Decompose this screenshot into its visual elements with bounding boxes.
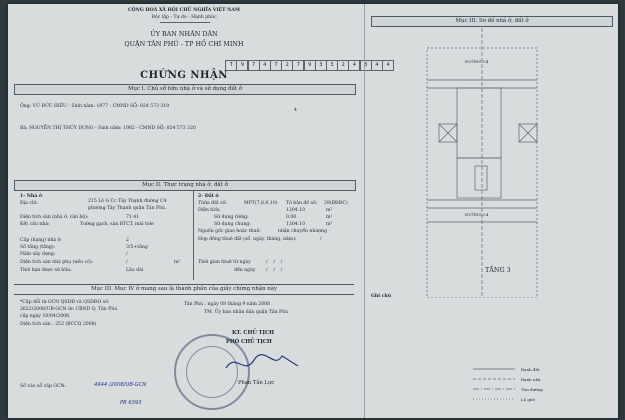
land-origin-label: Nguồn gốc giao hoặc thuê: [198,229,261,234]
land-private-label: Sử dụng riêng: [214,215,249,220]
signature-scribble [222,348,302,378]
house-grade-value: 2 [126,238,129,243]
land-private-unit: m² [326,215,333,220]
note-line-1: *Cấp đổi từ GCN QSDĐ và QSDĐO số: [20,300,110,305]
signature-title-1: KT. CHỦ TỊCH [232,330,274,336]
owner-1: Ông: VŨ ĐỨC HIẾU - Sinh năm: 1977 - CMND SỐ: 024 573 319 [20,104,170,109]
legend-item: Lộ giới [521,397,535,402]
house-structure-label: Kết cấu nhà: [20,222,50,227]
certificate-right-page [364,4,619,418]
house-year-value: / [126,252,128,257]
republic-heading: CỘNG HOÀ XÃ HỘI CHỦ NGHĨA VIỆT NAM [128,8,240,13]
legend-item: Tim đường [521,387,543,392]
land-area-unit: m² [326,208,333,213]
road-label-bottom: ĐƯỜNG C4 [465,212,489,217]
serial-digit: 9 [304,60,316,71]
land-private-value: 0.00 [286,215,297,220]
registry-number: 4944 /2008/UB-GCN [94,382,147,388]
land-rent-to-label: đến ngày [234,268,256,273]
house-floors-label: Số tầng (tầng): [20,245,56,250]
note-line-4: Diện tích sàn : 253 (BCCQ 2008) [20,322,97,327]
land-plot-value: MPT(7,8,9,10) [244,201,278,206]
section-1-header: Mục I. Chủ sở hữu nhà ở và sử dụng đất ở [14,84,356,95]
issue-date-line: Tân Phú , ngày 08 tháng 9 năm 2008 [184,302,270,307]
section-4-header: Mục III. Mục IV ở mang sau là thành phần của giấy chứng nhận này [14,284,354,295]
land-common-label: Sử dụng chung: [214,222,251,227]
land-sheet-label: Tờ bản đồ số: [286,201,318,206]
serial-digit: 4 [259,60,271,71]
serial-digit: 2 [281,60,293,71]
house-address-value: 215 Lô G Cc Tây Thạnh đường C4 [88,199,167,204]
house-area-value: 71.41 [126,215,140,220]
land-common-unit: m² [326,222,333,227]
land-sheet-value: 29(BĐĐC) [324,201,348,206]
legend-item: Ranh đất [521,367,540,372]
house-address-label: Địa chỉ: [20,201,38,206]
owner-2: Bà: NGUYỄN THỊ THÚY DUNG - Sinh năm: 1982 - CMND SỐ: 024 573 320 [20,126,196,131]
motto: Độc lập - Tự do - Hạnh phúc [151,15,217,20]
land-rent-from-label: Thời gian thuê từ ngày [198,260,251,265]
legend-item: Ranh nhà [521,377,541,382]
district-heading: QUẬN TÂN PHÚ - TP HỒ CHÍ MINH [124,40,244,48]
house-address-value-2: phường Tây Thạnh quận Tân Phú. [88,206,167,211]
house-term-label: Thời hạn được sử hữu: [20,268,72,273]
section-1-mark: 4 [294,108,297,113]
land-origin-value: nhận chuyển nhượng [278,229,327,234]
road-label-top: ĐƯỜNG C4 [465,59,489,64]
signature-title-2: PHÓ CHỦ TỊCH [226,339,272,345]
house-structure-value: Tường gạch, sàn BTCT, mái tole [80,222,154,227]
house-shared-unit: m² [174,260,181,265]
legend-lines [473,364,517,414]
land-plot-label: Thửa đất số: [198,201,227,206]
registry-label: Số vào sổ cấp GCN: [20,384,66,389]
land-area-label: Diện tích: [198,208,221,213]
serial-digit: 8 [360,60,372,71]
house-grade-label: Cấp (hạng) nhà ở: [20,238,62,243]
serial-digit: T [225,60,237,71]
house-year-label: Năm xây dựng: [20,252,56,257]
serial-digit: 7 [248,60,260,71]
handwritten-note: PB 6393 [120,400,142,406]
floor-label: TẦNG 3 [485,266,511,274]
serial-digit: 7 [292,60,304,71]
land-heading: 2- Đất ở [198,194,219,199]
committee-heading: ỦY BAN NHÂN DÂN [150,30,218,38]
serial-digit: 2 [337,60,349,71]
house-heading: 1- Nhà ở [20,194,42,199]
land-contract-label: Hợp đồng thuê đất (số, ngày, tháng, năm): [198,237,297,242]
land-rent-from-slots: / / / [266,260,283,265]
house-area-label: Diện tích sàn (nhà ở, căn hộ): [20,215,89,220]
section-2-divider [193,190,194,280]
document-title: CHỨNG NHẬN [140,70,228,81]
serial-digit: 9 [236,60,248,71]
notes-label: Ghi chú [371,294,392,299]
section-2-header: Mục II. Thực trạng nhà ở, đất ở [14,180,356,191]
signer-name: Phan Tấn Lực [238,380,275,386]
house-shared-value: / [126,260,128,265]
serial-digit: 4 [371,60,383,71]
serial-digit: 3 [315,60,327,71]
certificate-sheet [8,4,618,418]
house-floors-value: 3/5+tầng [126,245,148,250]
house-shared-label: Diện tích sàn nhà phụ (nếu có): [20,260,94,265]
house-term-value: Lâu dài [126,268,144,273]
section-3-header: Mục III. Sơ đồ nhà ở, đất ở [371,16,613,27]
note-line-3: cấp ngày 10/04/2008. [20,314,71,319]
committee-line: TM. Ủy ban nhân dân quận Tân Phú [204,310,289,315]
floor-plan-diagram [365,28,619,298]
land-rent-to-slots: / / / [266,268,283,273]
land-contract-value: / [320,237,322,242]
serial-digit: 7 [270,60,282,71]
land-area-value: 1304.10 [286,208,305,213]
serial-digit: 3 [326,60,338,71]
serial-digit: 4 [382,60,394,71]
motto-underline [160,22,210,23]
note-line-2: 2622/2008/UB-GCN do UBND Q. Tân Phú [20,307,118,312]
serial-digit: 4 [348,60,360,71]
land-common-value: 1304.10 [286,222,305,227]
